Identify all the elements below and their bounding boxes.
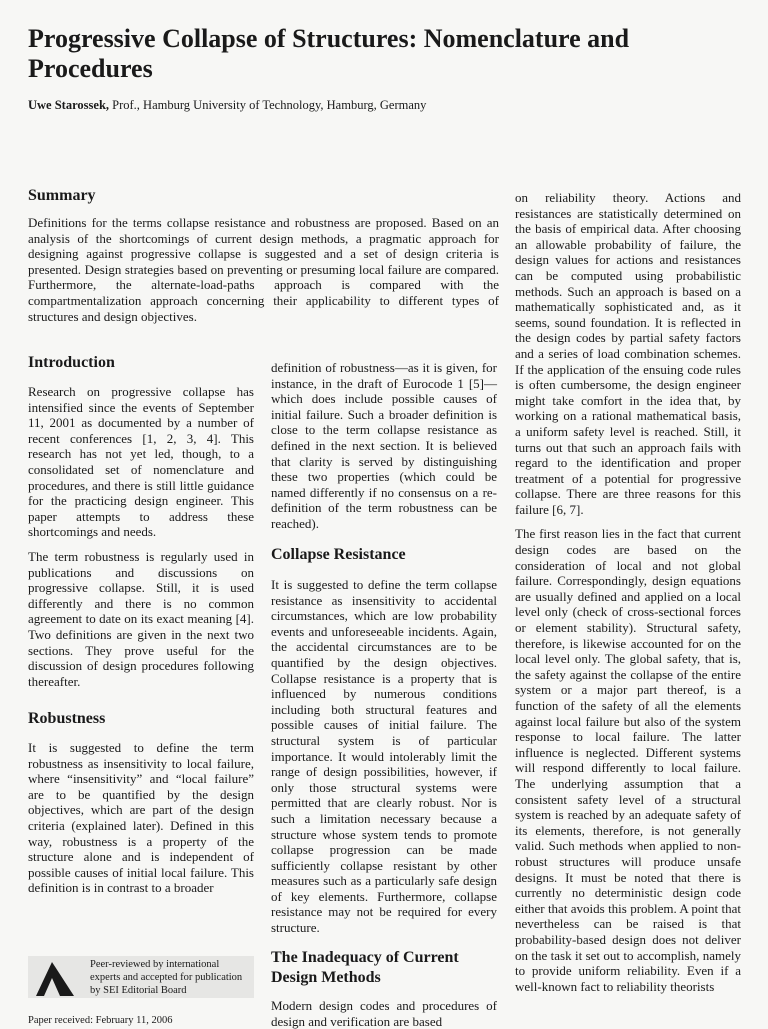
author-name: Uwe Starossek,	[28, 98, 110, 112]
column-3-paragraph-1: on reliability theory. Actions and resistances are statistically determined on the basis of empirical data. After choosing an allowable probability of failure, the design values for actions and resistances can be computed using probabilistic methods. Such an approach is based on a mathematically sophisticated and, as it seems, sound foundation. It is reflected in the design codes by partial safety factors and a series of load combination schemes. If the application of the ensuing code rules is often cumbersome, the design engineer might take comfort in the idea that, by working on a rational mathematical basis, a uniform safety level is reached. Still, it turns out that such an approach fails with regard to the identification and proper treatment of a potential for progressive collapse. There are three reasons for this failure [6, 7].	[515, 190, 741, 517]
collapse-resistance-text	[271, 577, 497, 936]
summary-paragraph: Definitions for the terms collapse resistance and robustness are proposed. Based on an analysis of the shortcomings of current design methods, a pragmatic approach for designing against progressive collapse is suggested and a set of design criteria is presented. Design strategies based on preventing or presuming local failure are compared. Furthermore, the alternate-load-paths approach is compared with the compartmentalization approach concerning their applicability to different types of structures and design objectives.	[28, 215, 499, 324]
introduction-text	[28, 384, 254, 689]
robustness-text	[28, 740, 254, 896]
inadequacy-paragraph: Modern design codes and procedures of design and verification are based	[271, 998, 497, 1029]
inadequacy-text	[271, 998, 497, 1029]
column-3-paragraph-2: The first reason lies in the fact that current design codes are based on the consideration of local and not global failure. Correspondingly, design equations are usually defined and applied on a local level only (check of cross-sectional forces or element stability). Structural safety, therefore, is likewise accounted for on the local level only. The global safety, that is, the safety against the collapse of the entire system or a major part thereof, is a function of the safety of all the elements against local failure but also of the system response to local failure. The latter influence is neglected. Different systems will respond differently to local failure. The underlying assumption that a consistent safety level of a structural system is reached by an adequate safety of its elements, therefore, is not generally valid. Such methods when applied to non-robust structures will produce unsafe designs. It must be noted that there is currently no deterministic design code either that avoids this problem. A point that nevertheless can be raised is that probability-based design does not deliver on the task it set out to accomplish, namely to provide uniform reliability. Even if a well-known fact to reliability theorists	[515, 526, 741, 994]
author-line	[28, 96, 728, 114]
summary-heading: Summary	[28, 187, 96, 204]
sei-logo-icon	[28, 956, 88, 998]
peer-review-badge	[28, 956, 254, 998]
robustness-heading: Robustness	[28, 710, 106, 727]
received-date: Paper received: February 11, 2006	[28, 1015, 173, 1026]
collapse-resistance-heading: Collapse Resistance	[271, 546, 406, 563]
introduction-paragraph-1: Research on progressive collapse has intensified since the events of September 11, 2001 as documented by a number of recent conferences [1, 2, 3, 4]. This research has not yet led, though, to a consolidated set of nomenclature and procedures, and there is still little guidance for the practicing design engineer. This paper attempts to address these shortcomings and needs.	[28, 384, 254, 540]
collapse-resistance-paragraph: It is suggested to define the term collapse resistance as insensitivity to accidental circumstances, which are low probability events and unforeseeable incidents. Again, the accidental circumstances are to be quantified by the design objectives. Collapse resistance is a property that is influenced by numerous conditions including both structural features and possible causes of initial failure. The structural system is of particular importance. It would intolerably limit the range of design possibilities, however, if only those structural systems were permitted that are clearly robust. Nor is such a limitation necessary because a structure whose system tends to promote collapse progression can be made sufficiently collapse resistant by other measures such as a particularly safe design of key elements. Furthermore, collapse resistance may not be required for every structure.	[271, 577, 497, 936]
summary-text	[28, 215, 499, 324]
robustness-continuation	[271, 360, 497, 532]
column-3-text	[515, 190, 741, 994]
introduction-paragraph-2: The term robustness is regularly used in publications and discussions on progressive collapse. Still, it is used differently and there is no common agreement to date on its exact meaning [4]. Two definitions are given in the next two sections. They prove useful for the discussion of design procedures following thereafter.	[28, 548, 254, 689]
author-affiliation: Prof., Hamburg University of Technology, Hamburg, Germany	[109, 98, 427, 112]
robustness-continuation-paragraph: definition of robustness—as it is given, for instance, in the draft of Eurocode 1 [5]—which does include possible causes of initial failure. Such a broader definition is close to the term collapse resistance as defined in the next section. It is believed that clarity is served by distinguishing these two properties (which could be named differently if no consensus on a re-definition of the term robustness can be reached).	[271, 360, 497, 531]
peer-review-text: Peer-reviewed by international experts and accepted for publication by SEI Editorial Board	[90, 958, 243, 996]
inadequacy-heading: The Inadequacy of Current Design Methods	[271, 949, 459, 986]
introduction-heading: Introduction	[28, 354, 115, 371]
robustness-paragraph: It is suggested to define the term robustness as insensitivity to local failure, where “insensitivity” and “local failure” are to be quantified by the design objectives, which are part of the design criteria (explained later). Defined in this way, robustness is a property of the structure alone and is independent of possible causes of initial local failure. This definition is in contrast to a broader	[28, 740, 254, 896]
paper-title: Progressive Collapse of Structures: Nomenclature and Procedures	[28, 24, 630, 83]
